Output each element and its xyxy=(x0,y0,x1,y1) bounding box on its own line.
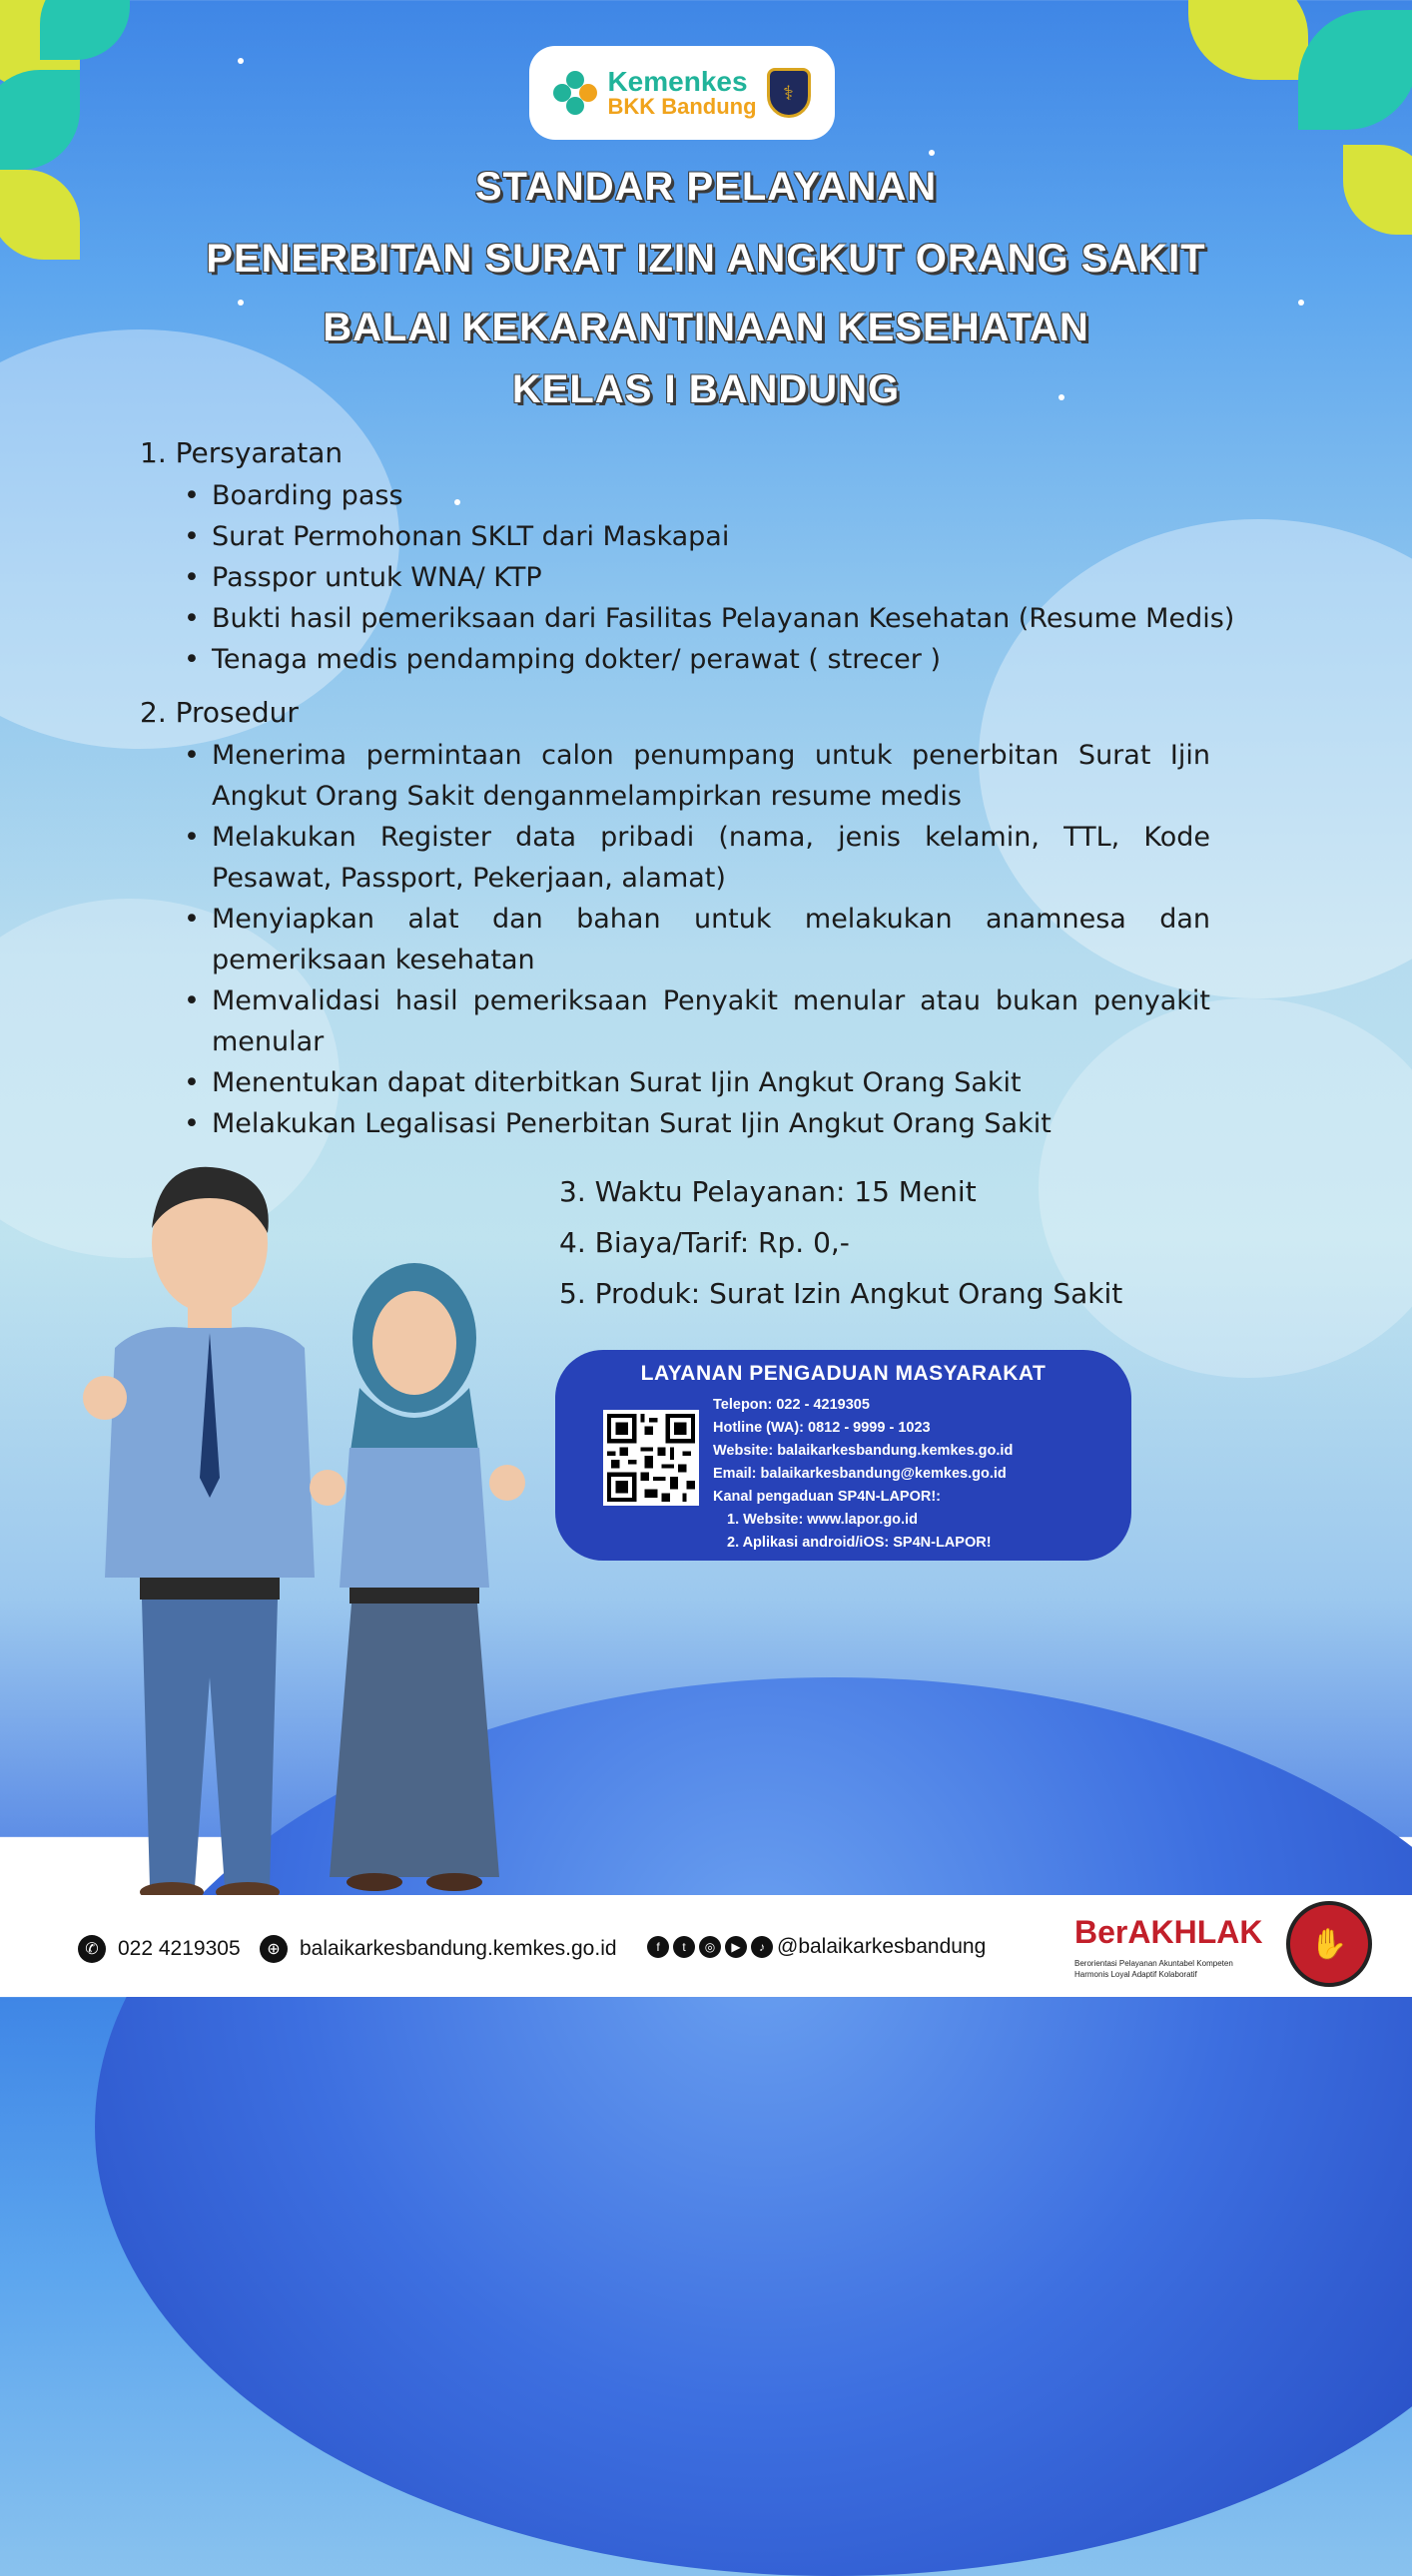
footer-phone[interactable] xyxy=(78,1935,241,1963)
phone-icon: ✆ xyxy=(78,1935,106,1963)
hand-seal-icon: ✋ xyxy=(1286,1901,1372,1987)
list-item: • Bukti hasil pemeriksaan dari Fasilitas Pelayanan Kesehatan (Resume Medis) xyxy=(212,598,1288,639)
waktu-pelayanan: 3. Waktu Pelayanan: 15 Menit xyxy=(559,1175,977,1208)
page-title-line1: STANDAR PELAYANAN xyxy=(474,165,938,209)
footer-website-text: balaikarkesbandung.kemkes.go.id xyxy=(300,1937,617,1960)
prosedur-list xyxy=(140,735,1288,1144)
berakhlak-sub1: Berorientasi Pelayanan Akuntabel Kompeten xyxy=(1074,1959,1233,1968)
facebook-icon[interactable]: f xyxy=(647,1936,669,1958)
page-title-line2: PENERBITAN SURAT IZIN ANGKUT ORANG SAKIT xyxy=(206,237,1206,281)
contact-subline[interactable]: 1. Website: www.lapor.go.id xyxy=(727,1512,918,1528)
contact-line[interactable]: Website: balaikarkesbandung.kemkes.go.id xyxy=(713,1443,1014,1459)
biaya-tarif: 4. Biaya/Tarif: Rp. 0,- xyxy=(559,1226,850,1259)
produk: 5. Produk: Surat Izin Angkut Orang Sakit xyxy=(559,1277,1123,1310)
persyaratan-heading: 1. Persyaratan xyxy=(140,436,344,469)
page-title-line4: KELAS I BANDUNG xyxy=(511,367,901,411)
list-item: • Menyiapkan alat dan bahan untuk melakukan anamnesa dan pemeriksaan kesehatan xyxy=(212,899,1210,980)
emblem-icon: ⚕ xyxy=(767,68,811,118)
berakhlak-subtitle xyxy=(1074,1958,1274,1980)
complaint-panel xyxy=(555,1350,1131,1561)
logo-line1: Kemenkes xyxy=(607,66,748,97)
list-item: • Memvalidasi hasil pemeriksaan Penyakit menular atau bukan penyakit menular xyxy=(212,980,1210,1062)
list-item: • Melakukan Register data pribadi (nama, jenis kelamin, TTL, Kode Pesawat, Passport, Pekerjaan, alamat) xyxy=(212,817,1210,899)
footer-phone-text: 022 4219305 xyxy=(118,1937,241,1960)
prosedur-section xyxy=(140,692,1288,1144)
list-item: • Passpor untuk WNA/ KTP xyxy=(212,557,1288,598)
contact-line[interactable]: Email: balaikarkesbandung@kemkes.go.id xyxy=(713,1466,1007,1482)
footer-social[interactable] xyxy=(647,1935,986,1959)
footer-website[interactable] xyxy=(260,1935,617,1963)
kemenkes-logo xyxy=(529,46,835,140)
berakhlak-logo xyxy=(1074,1902,1274,1992)
list-item: • Boarding pass xyxy=(212,475,1288,516)
service-info xyxy=(559,1166,1122,1319)
contact-info xyxy=(713,1394,1013,1555)
persyaratan-section xyxy=(140,432,1288,680)
list-item: • Melakukan Legalisasi Penerbitan Surat Ijin Angkut Orang Sakit xyxy=(212,1103,1210,1144)
contact-line: Hotline (WA): 0812 - 9999 - 1023 xyxy=(713,1420,931,1436)
complaint-title: LAYANAN PENGADUAN MASYARAKAT xyxy=(640,1362,1047,1385)
berakhlak-sub2: Harmonis Loyal Adaptif Kolaboratif xyxy=(1074,1970,1197,1979)
page-title-line3: BALAI KEKARANTINAAN KESEHATAN xyxy=(323,306,1089,349)
contact-subline: 2. Aplikasi android/iOS: SP4N-LAPOR! xyxy=(727,1535,992,1551)
tiktok-icon[interactable]: ♪ xyxy=(751,1936,773,1958)
contact-line: Telepon: 022 - 4219305 xyxy=(713,1397,870,1413)
persyaratan-list xyxy=(140,475,1288,680)
list-item: • Tenaga medis pendamping dokter/ perawat ( strecer ) xyxy=(212,639,1288,680)
youtube-icon[interactable]: ▶ xyxy=(725,1936,747,1958)
officers-illustration xyxy=(60,1158,579,1897)
logo-line2: BKK Bandung xyxy=(607,94,757,119)
twitter-icon[interactable]: t xyxy=(673,1936,695,1958)
footer-social-handle: @balaikarkesbandung xyxy=(777,1935,987,1958)
list-item: • Surat Permohonan SKLT dari Maskapai xyxy=(212,516,1288,557)
kemenkes-mark-icon xyxy=(553,71,597,115)
qr-code[interactable] xyxy=(603,1410,699,1506)
globe-icon: ⊕ xyxy=(260,1935,288,1963)
prosedur-heading: 2. Prosedur xyxy=(140,696,299,729)
contact-line: Kanal pengaduan SP4N-LAPOR!: xyxy=(713,1489,941,1505)
list-item: • Menerima permintaan calon penumpang untuk penerbitan Surat Ijin Angkut Orang Sakit denganmelampirkan resume medis xyxy=(212,735,1210,817)
instagram-icon[interactable]: ◎ xyxy=(699,1936,721,1958)
list-item: • Menentukan dapat diterbitkan Surat Ijin Angkut Orang Sakit xyxy=(212,1062,1210,1103)
berakhlak-title: BerAKHLAK xyxy=(1074,1914,1263,1950)
